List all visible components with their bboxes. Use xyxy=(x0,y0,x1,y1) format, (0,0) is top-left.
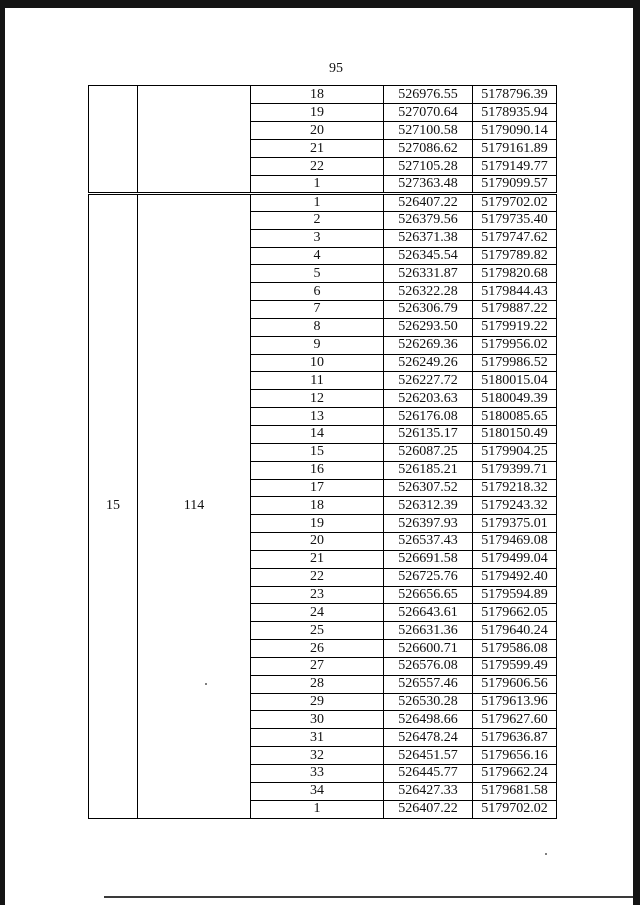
scan-border-top xyxy=(0,0,640,8)
y-coordinate-cell: 5178935.94 xyxy=(473,104,557,122)
y-coordinate-cell: 5180085.65 xyxy=(473,408,557,426)
x-coordinate-cell: 526371.38 xyxy=(384,229,473,247)
point-number-cell: 3 xyxy=(251,229,384,247)
x-coordinate-cell: 526691.58 xyxy=(384,550,473,568)
table-row xyxy=(89,86,557,104)
group-number-cell xyxy=(89,86,138,194)
point-number-cell: 20 xyxy=(251,533,384,551)
x-coordinate-cell: 526307.52 xyxy=(384,479,473,497)
y-coordinate-cell: 5179594.89 xyxy=(473,586,557,604)
y-coordinate-cell: 5179099.57 xyxy=(473,176,557,194)
point-number-cell: 29 xyxy=(251,693,384,711)
table-row xyxy=(89,194,557,212)
x-coordinate-cell: 527086.62 xyxy=(384,140,473,158)
x-coordinate-cell: 527105.28 xyxy=(384,158,473,176)
x-coordinate-cell: 526498.66 xyxy=(384,711,473,729)
point-number-cell: 31 xyxy=(251,729,384,747)
point-number-cell: 27 xyxy=(251,657,384,675)
y-coordinate-cell: 5179662.05 xyxy=(473,604,557,622)
x-coordinate-cell: 527100.58 xyxy=(384,122,473,140)
scan-border-left xyxy=(0,0,5,905)
y-coordinate-cell: 5178796.39 xyxy=(473,86,557,104)
x-coordinate-cell: 526312.39 xyxy=(384,497,473,515)
x-coordinate-cell: 526656.65 xyxy=(384,586,473,604)
point-number-cell: 18 xyxy=(251,497,384,515)
y-coordinate-cell: 5180049.39 xyxy=(473,390,557,408)
point-number-cell: 22 xyxy=(251,158,384,176)
y-coordinate-cell: 5179149.77 xyxy=(473,158,557,176)
point-number-cell: 14 xyxy=(251,425,384,443)
y-coordinate-cell: 5179640.24 xyxy=(473,622,557,640)
x-coordinate-cell: 526427.33 xyxy=(384,782,473,800)
x-coordinate-cell: 526407.22 xyxy=(384,194,473,212)
x-coordinate-cell: 526176.08 xyxy=(384,408,473,426)
y-coordinate-cell: 5179499.04 xyxy=(473,550,557,568)
coordinates-table-body xyxy=(89,86,557,819)
x-coordinate-cell: 526345.54 xyxy=(384,247,473,265)
x-coordinate-cell: 526631.36 xyxy=(384,622,473,640)
point-number-cell: 21 xyxy=(251,140,384,158)
group-number-cell: 15 xyxy=(89,194,138,819)
x-coordinate-cell: 526407.22 xyxy=(384,800,473,818)
y-coordinate-cell: 5179904.25 xyxy=(473,443,557,461)
y-coordinate-cell: 5179492.40 xyxy=(473,568,557,586)
x-coordinate-cell: 526322.28 xyxy=(384,283,473,301)
point-number-cell: 17 xyxy=(251,479,384,497)
point-number-cell: 19 xyxy=(251,104,384,122)
point-number-cell: 34 xyxy=(251,782,384,800)
y-coordinate-cell: 5179243.32 xyxy=(473,497,557,515)
point-number-cell: 1 xyxy=(251,800,384,818)
x-coordinate-cell: 527070.64 xyxy=(384,104,473,122)
y-coordinate-cell: 5179844.43 xyxy=(473,283,557,301)
point-number-cell: 33 xyxy=(251,765,384,783)
point-number-cell: 16 xyxy=(251,461,384,479)
point-number-cell: 21 xyxy=(251,550,384,568)
point-number-cell: 20 xyxy=(251,122,384,140)
x-coordinate-cell: 526397.93 xyxy=(384,515,473,533)
page-number: 95 xyxy=(329,61,343,76)
y-coordinate-cell: 5179375.01 xyxy=(473,515,557,533)
point-number-cell: 15 xyxy=(251,443,384,461)
point-number-cell: 10 xyxy=(251,354,384,372)
x-coordinate-cell: 526557.46 xyxy=(384,675,473,693)
y-coordinate-cell: 5179218.32 xyxy=(473,479,557,497)
x-coordinate-cell: 526725.76 xyxy=(384,568,473,586)
x-coordinate-cell: 526600.71 xyxy=(384,640,473,658)
point-number-cell: 26 xyxy=(251,640,384,658)
y-coordinate-cell: 5179919.22 xyxy=(473,318,557,336)
y-coordinate-cell: 5180150.49 xyxy=(473,425,557,443)
x-coordinate-cell: 526185.21 xyxy=(384,461,473,479)
y-coordinate-cell: 5179681.58 xyxy=(473,782,557,800)
y-coordinate-cell: 5179789.82 xyxy=(473,247,557,265)
coordinates-table xyxy=(88,85,557,819)
x-coordinate-cell: 526269.36 xyxy=(384,336,473,354)
x-coordinate-cell: 526293.50 xyxy=(384,318,473,336)
x-coordinate-cell: 526249.26 xyxy=(384,354,473,372)
y-coordinate-cell: 5179702.02 xyxy=(473,194,557,212)
x-coordinate-cell: 526576.08 xyxy=(384,657,473,675)
y-coordinate-cell: 5179820.68 xyxy=(473,265,557,283)
point-number-cell: 25 xyxy=(251,622,384,640)
y-coordinate-cell: 5179090.14 xyxy=(473,122,557,140)
y-coordinate-cell: 5179956.02 xyxy=(473,336,557,354)
x-coordinate-cell: 526227.72 xyxy=(384,372,473,390)
point-number-cell: 2 xyxy=(251,211,384,229)
y-coordinate-cell: 5179636.87 xyxy=(473,729,557,747)
y-coordinate-cell: 5179656.16 xyxy=(473,747,557,765)
point-number-cell: 11 xyxy=(251,372,384,390)
group-code-cell xyxy=(138,86,251,194)
group-code-cell: 114 xyxy=(138,194,251,819)
y-coordinate-cell: 5179399.71 xyxy=(473,461,557,479)
point-number-cell: 6 xyxy=(251,283,384,301)
y-coordinate-cell: 5179662.24 xyxy=(473,765,557,783)
x-coordinate-cell: 526087.25 xyxy=(384,443,473,461)
x-coordinate-cell: 526445.77 xyxy=(384,765,473,783)
scan-border-bottom xyxy=(104,896,633,898)
point-number-cell: 22 xyxy=(251,568,384,586)
x-coordinate-cell: 526203.63 xyxy=(384,390,473,408)
point-number-cell: 1 xyxy=(251,194,384,212)
x-coordinate-cell: 526379.56 xyxy=(384,211,473,229)
y-coordinate-cell: 5179469.08 xyxy=(473,533,557,551)
y-coordinate-cell: 5179161.89 xyxy=(473,140,557,158)
point-number-cell: 13 xyxy=(251,408,384,426)
y-coordinate-cell: 5179606.56 xyxy=(473,675,557,693)
point-number-cell: 4 xyxy=(251,247,384,265)
x-coordinate-cell: 526530.28 xyxy=(384,693,473,711)
point-number-cell: 30 xyxy=(251,711,384,729)
point-number-cell: 24 xyxy=(251,604,384,622)
x-coordinate-cell: 526976.55 xyxy=(384,86,473,104)
point-number-cell: 23 xyxy=(251,586,384,604)
point-number-cell: 12 xyxy=(251,390,384,408)
point-number-cell: 18 xyxy=(251,86,384,104)
x-coordinate-cell: 526135.17 xyxy=(384,425,473,443)
y-coordinate-cell: 5179887.22 xyxy=(473,301,557,319)
point-number-cell: 5 xyxy=(251,265,384,283)
y-coordinate-cell: 5179747.62 xyxy=(473,229,557,247)
y-coordinate-cell: 5179586.08 xyxy=(473,640,557,658)
y-coordinate-cell: 5179735.40 xyxy=(473,211,557,229)
x-coordinate-cell: 526331.87 xyxy=(384,265,473,283)
scan-speck xyxy=(545,853,547,855)
x-coordinate-cell: 527363.48 xyxy=(384,176,473,194)
x-coordinate-cell: 526306.79 xyxy=(384,301,473,319)
point-number-cell: 1 xyxy=(251,176,384,194)
point-number-cell: 8 xyxy=(251,318,384,336)
x-coordinate-cell: 526451.57 xyxy=(384,747,473,765)
x-coordinate-cell: 526537.43 xyxy=(384,533,473,551)
point-number-cell: 7 xyxy=(251,301,384,319)
x-coordinate-cell: 526478.24 xyxy=(384,729,473,747)
y-coordinate-cell: 5179599.49 xyxy=(473,657,557,675)
y-coordinate-cell: 5180015.04 xyxy=(473,372,557,390)
scan-border-right xyxy=(633,0,640,905)
point-number-cell: 28 xyxy=(251,675,384,693)
y-coordinate-cell: 5179702.02 xyxy=(473,800,557,818)
y-coordinate-cell: 5179986.52 xyxy=(473,354,557,372)
point-number-cell: 9 xyxy=(251,336,384,354)
point-number-cell: 32 xyxy=(251,747,384,765)
y-coordinate-cell: 5179613.96 xyxy=(473,693,557,711)
y-coordinate-cell: 5179627.60 xyxy=(473,711,557,729)
x-coordinate-cell: 526643.61 xyxy=(384,604,473,622)
point-number-cell: 19 xyxy=(251,515,384,533)
